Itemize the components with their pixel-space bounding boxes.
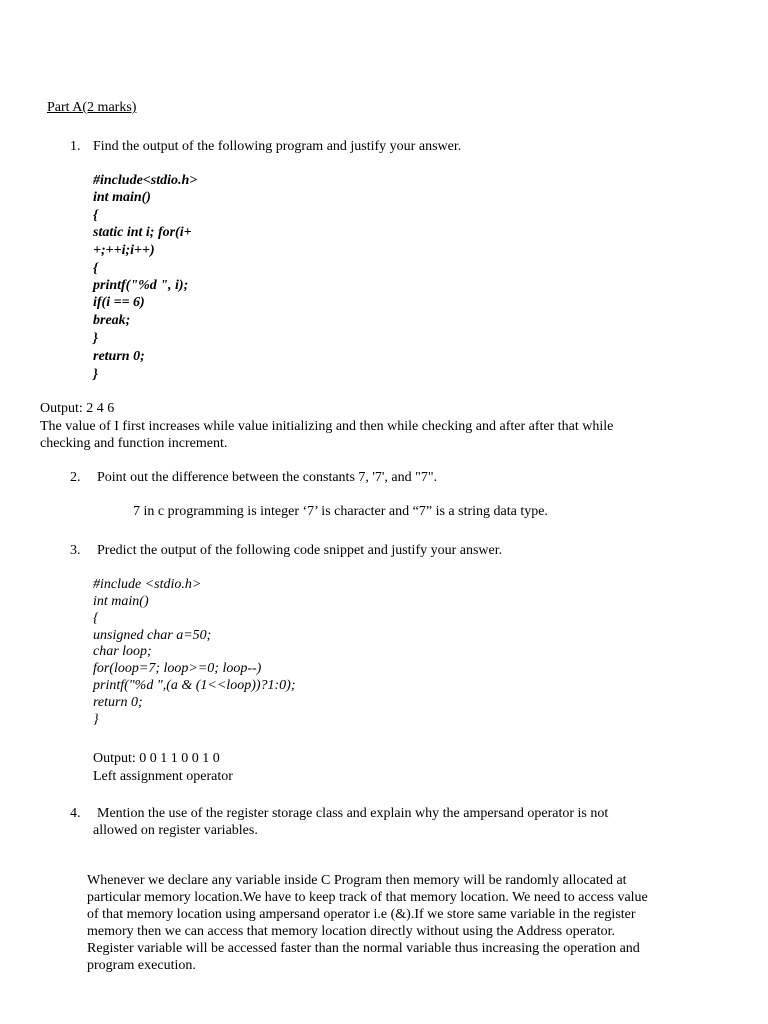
code-line: } [93, 712, 99, 727]
q2-text: Point out the difference between the constants 7, '7', and "7". [97, 470, 438, 485]
q4-answer-line: program execution. [87, 958, 196, 973]
q4-answer-line: Whenever we declare any variable inside C Program then memory will be randomly allocated at [87, 873, 627, 888]
code-line: { [93, 261, 98, 276]
code-line: char loop; [93, 644, 152, 659]
q3-note: Left assignment operator [93, 769, 233, 784]
code-line: unsigned char a=50; [93, 628, 212, 643]
section-title: Part A(2 marks) [47, 100, 137, 115]
q1-output: Output: 2 4 6 [40, 401, 115, 416]
code-line: printf("%d ", i); [93, 278, 189, 293]
code-line: return 0; [93, 349, 145, 364]
code-line: for(loop=7; loop>=0; loop--) [93, 661, 262, 676]
code-line: #include <stdio.h> [93, 577, 202, 592]
code-line: { [93, 208, 98, 223]
code-line: static int i; for(i+ [93, 225, 192, 240]
q3-number: 3. [70, 543, 81, 558]
code-line: if(i == 6) [93, 295, 145, 310]
q1-number: 1. [70, 139, 81, 154]
q4-number: 4. [70, 806, 81, 821]
q4-answer-line: of that memory location using ampersand operator i.e (&).If we store same variable in the register [87, 907, 636, 922]
code-line: #include<stdio.h> [93, 173, 198, 188]
code-line: printf("%d ",(a & (1<<loop))?1:0); [93, 678, 296, 693]
code-line: } [93, 331, 98, 346]
code-line: int main() [93, 190, 151, 205]
q1-explanation-line: The value of I first increases while value initializing and then while checking and after after that while [40, 419, 614, 434]
code-line: } [93, 367, 98, 382]
q2-answer: 7 in c programming is integer ‘7’ is character and “7” is a string data type. [133, 504, 548, 519]
code-line: { [93, 611, 99, 626]
code-line: return 0; [93, 695, 143, 710]
q4-text-line: Mention the use of the register storage class and explain why the ampersand operator is not [97, 806, 609, 821]
q1-text: Find the output of the following program and justify your answer. [93, 139, 462, 154]
q1-explanation-line: checking and function increment. [40, 436, 228, 451]
q3-text: Predict the output of the following code snippet and justify your answer. [97, 543, 503, 558]
q3-output: Output: 0 0 1 1 0 0 1 0 [93, 751, 220, 766]
code-line: break; [93, 313, 131, 328]
q2-number: 2. [70, 470, 81, 485]
code-line: int main() [93, 594, 149, 609]
q4-text-line: allowed on register variables. [93, 823, 258, 838]
code-line: +;++i;i++) [93, 243, 155, 258]
q4-answer-line: particular memory location.We have to keep track of that memory location. We need to access value [87, 890, 648, 905]
q4-answer-line: Register variable will be accessed faster than the normal variable thus increasing the operation and [87, 941, 640, 956]
q4-answer-line: memory then we can access that memory location directly without using the Address operator. [87, 924, 615, 939]
